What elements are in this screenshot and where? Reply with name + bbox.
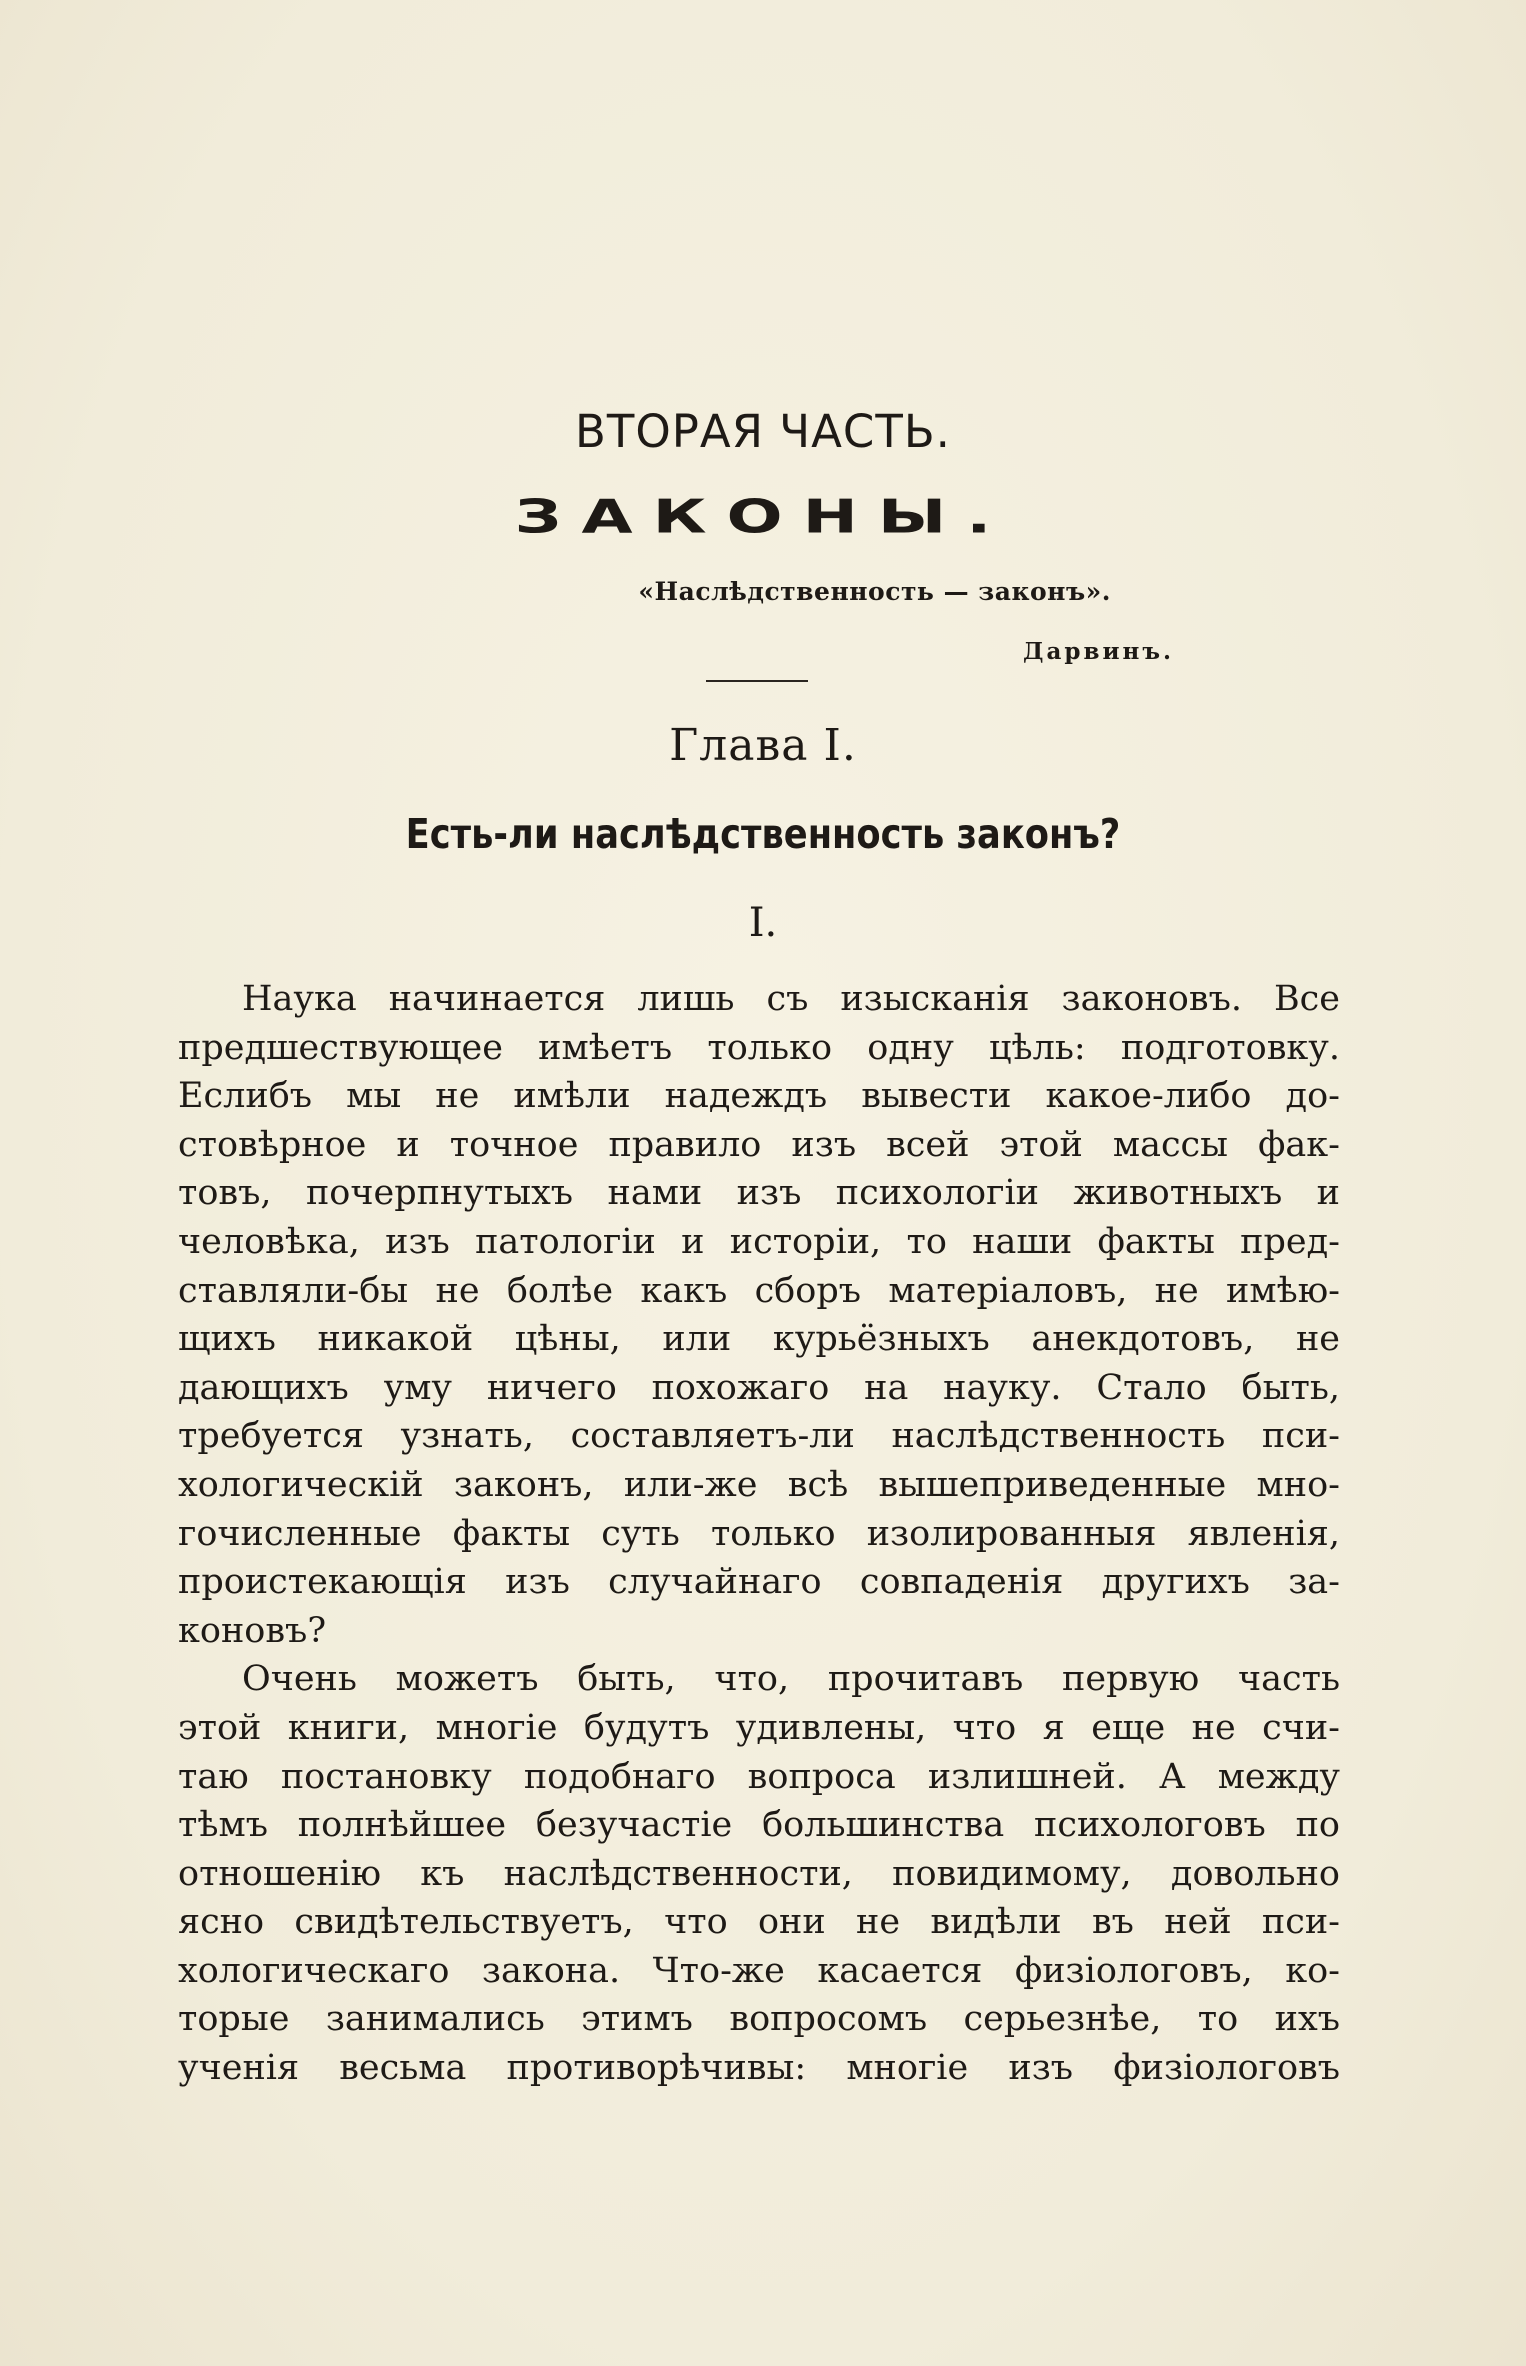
divider-rule <box>706 680 808 682</box>
text-line: Еслибъ мы не имѣли надеждъ вывести какое-либо до- <box>178 1076 1340 1117</box>
text-line: стовѣрное и точное правило изъ всей этой массы фак- <box>178 1124 1340 1165</box>
text-line: щихъ никакой цѣны, или курьёзныхъ анекдотовъ, не <box>178 1319 1340 1360</box>
text-line: ставляли-бы не болѣе какъ сборъ матеріаловъ, не имѣю- <box>178 1270 1340 1311</box>
text-line: хологическаго закона. Что-же касается физіологовъ, ко- <box>178 1950 1340 1991</box>
text-line: предшествующее имѣетъ только одну цѣль: подготовку. <box>178 1027 1340 1068</box>
text-line: торые занимались этимъ вопросомъ серьезнѣе, то ихъ <box>178 1999 1340 2040</box>
body-text <box>178 975 1340 2093</box>
text-line: гочисленные факты суть только изолированныя явленія, <box>178 1513 1340 1554</box>
text-line: этой книги, многіе будутъ удивлены, что я еще не счи- <box>178 1707 1340 1748</box>
text-line: таю постановку подобнаго вопроса излишней. А между <box>178 1756 1340 1797</box>
part-title: ВТОРАЯ ЧАСТЬ. <box>575 405 951 458</box>
text-line: ученія весьма противорѣчивы: многіе изъ физіологовъ <box>178 2048 1340 2089</box>
chapter-question: Есть-ли наслѣдственность законъ? <box>405 810 1121 858</box>
text-line: проистекающія изъ случайнаго совпаденія другихъ за- <box>178 1562 1340 1603</box>
text-line: отношенію къ наслѣдственности, повидимому, довольно <box>178 1853 1340 1894</box>
text-line: дающихъ уму ничего похожаго на науку. Стало быть, <box>178 1367 1340 1408</box>
text-line: хологическій законъ, или-же всѣ вышеприведенные мно- <box>178 1464 1340 1505</box>
text-line: тѣмъ полнѣйшее безучастіе большинства психологовъ по <box>178 1805 1340 1846</box>
subsection-number: I. <box>748 900 778 946</box>
text-line: Наука начинается лишь съ изысканія законовъ. Все <box>242 979 1340 1019</box>
text-line: Очень можетъ быть, что, прочитавъ первую часть <box>242 1659 1340 1700</box>
text-line: требуется узнать, составляетъ-ли наслѣдственность пси- <box>178 1416 1340 1457</box>
chapter-label: Глава I. <box>669 720 857 771</box>
text-line: товъ, почерпнутыхъ нами изъ психологіи животныхъ и <box>178 1173 1340 1214</box>
text-line: коновъ? <box>178 1610 327 1651</box>
section-title: ЗАКОНЫ. <box>514 490 1012 544</box>
text-line: ясно свидѣтельствуетъ, что они не видѣли въ ней пси- <box>178 1902 1340 1943</box>
text-line: человѣка, изъ патологіи и исторіи, то наши факты пред- <box>178 1221 1340 1262</box>
epigraph-author: Дарвинъ. <box>1023 638 1174 665</box>
epigraph-quote: «Наслѣдственность — законъ». <box>638 577 1111 606</box>
